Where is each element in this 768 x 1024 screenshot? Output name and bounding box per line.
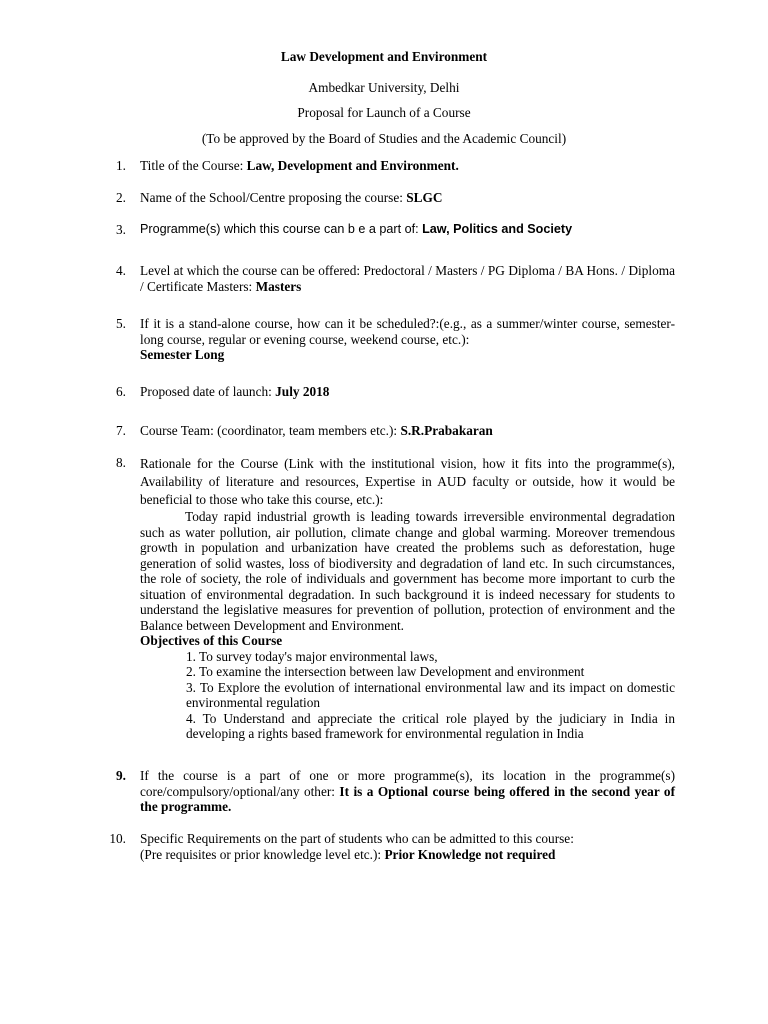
item-value: July 2018	[275, 384, 330, 399]
document-title: Law Development and Environment	[280, 49, 488, 64]
item-number: 7.	[116, 423, 126, 438]
item-label: If the course is a part of one or more programme(s), its location in the programme(s) core/compulsory/optional/any other:	[140, 768, 675, 799]
item-label: Name of the School/Centre proposing the course:	[140, 190, 407, 205]
item-label: Proposed date of launch:	[140, 384, 276, 399]
item-number: 3.	[116, 222, 126, 237]
university-name: Ambedkar University, Delhi	[308, 80, 460, 95]
item-value: SLGC	[406, 190, 443, 205]
proposal-heading: Proposal for Launch of a Course	[297, 105, 471, 120]
item-number: 1.	[116, 158, 126, 173]
item-label: Specific Requirements on the part of students who can be admitted to this course:	[140, 831, 574, 846]
objective-item: 3. To Explore the evolution of international environmental law and its impact on domestic environmental regulation	[186, 679, 675, 710]
item-number: 8.	[116, 455, 126, 470]
item-value: It is a Optional course being offered in the second year of the programme.	[140, 783, 675, 814]
item-label: Programme(s) which this course can b e a part of:	[140, 222, 423, 236]
item-value: Prior Knowledge not required	[384, 846, 556, 862]
item-value: Law, Politics and Society	[422, 222, 573, 236]
item-label: Level at which the course can be offered: Predoctoral / Masters / PG Diploma / BA Hons. / Diploma / Certificate Masters:	[140, 263, 675, 294]
item-label: Rationale for the Course (Link with the institutional vision, how it fits into the programme(s), Availability of literature and resources, Expertise in AUD faculty or outside, how it would be beneficial to those who take this course, etc.):	[140, 456, 675, 507]
item-number: 4.	[116, 263, 126, 278]
item-value: Masters	[255, 278, 302, 294]
objectives-heading: Objectives of this Course	[140, 633, 283, 648]
item-label-secondary: (Pre requisites or prior knowledge level etc.):	[140, 846, 385, 862]
approval-note: (To be approved by the Board of Studies and the Academic Council)	[201, 131, 567, 146]
item-number: 5.	[116, 316, 126, 331]
item-label: If it is a stand-alone course, how can it be scheduled?:(e.g., as a summer/winter course, semester-long course, regular or evening course, weekend course, etc.):	[140, 316, 675, 347]
item-value: Semester Long	[140, 347, 225, 362]
objective-item: 2. To examine the intersection between law Development and environment	[186, 664, 585, 679]
item-value: Law, Development and Environment.	[246, 158, 459, 173]
item-number: 9.	[116, 768, 126, 783]
item-number: 6.	[116, 384, 126, 399]
rationale-paragraph: Today rapid industrial growth is leading towards irreversible environmental degradation such as water pollution, air pollution, climate change and global warming. Moreover tremendous growth in population and urbanization have created the problems such as deforestation, huge generation of solid wastes, loss of biodiversity and degradation of land etc. In such circumstances, the role of society, the role of individuals and government has become more important to curb the situation of environmental degradation. In such background it is indeed necessary for students to understand the legislative measures for prevention of pollution, protection of environment and the Balance between Development and Environment.	[140, 509, 675, 633]
item-number: 10.	[109, 831, 126, 846]
item-label: Title of the Course:	[140, 158, 247, 173]
item-number: 2.	[116, 190, 126, 205]
objective-item: 1. To survey today's major environmental laws,	[186, 648, 438, 664]
item-value: S.R.Prabakaran	[400, 423, 493, 438]
item-label: Course Team: (coordinator, team members etc.):	[140, 423, 401, 438]
objective-item: 4. To Understand and appreciate the critical role played by the judiciary in India in developing a rights based framework for environmental regulation in India	[186, 710, 675, 741]
